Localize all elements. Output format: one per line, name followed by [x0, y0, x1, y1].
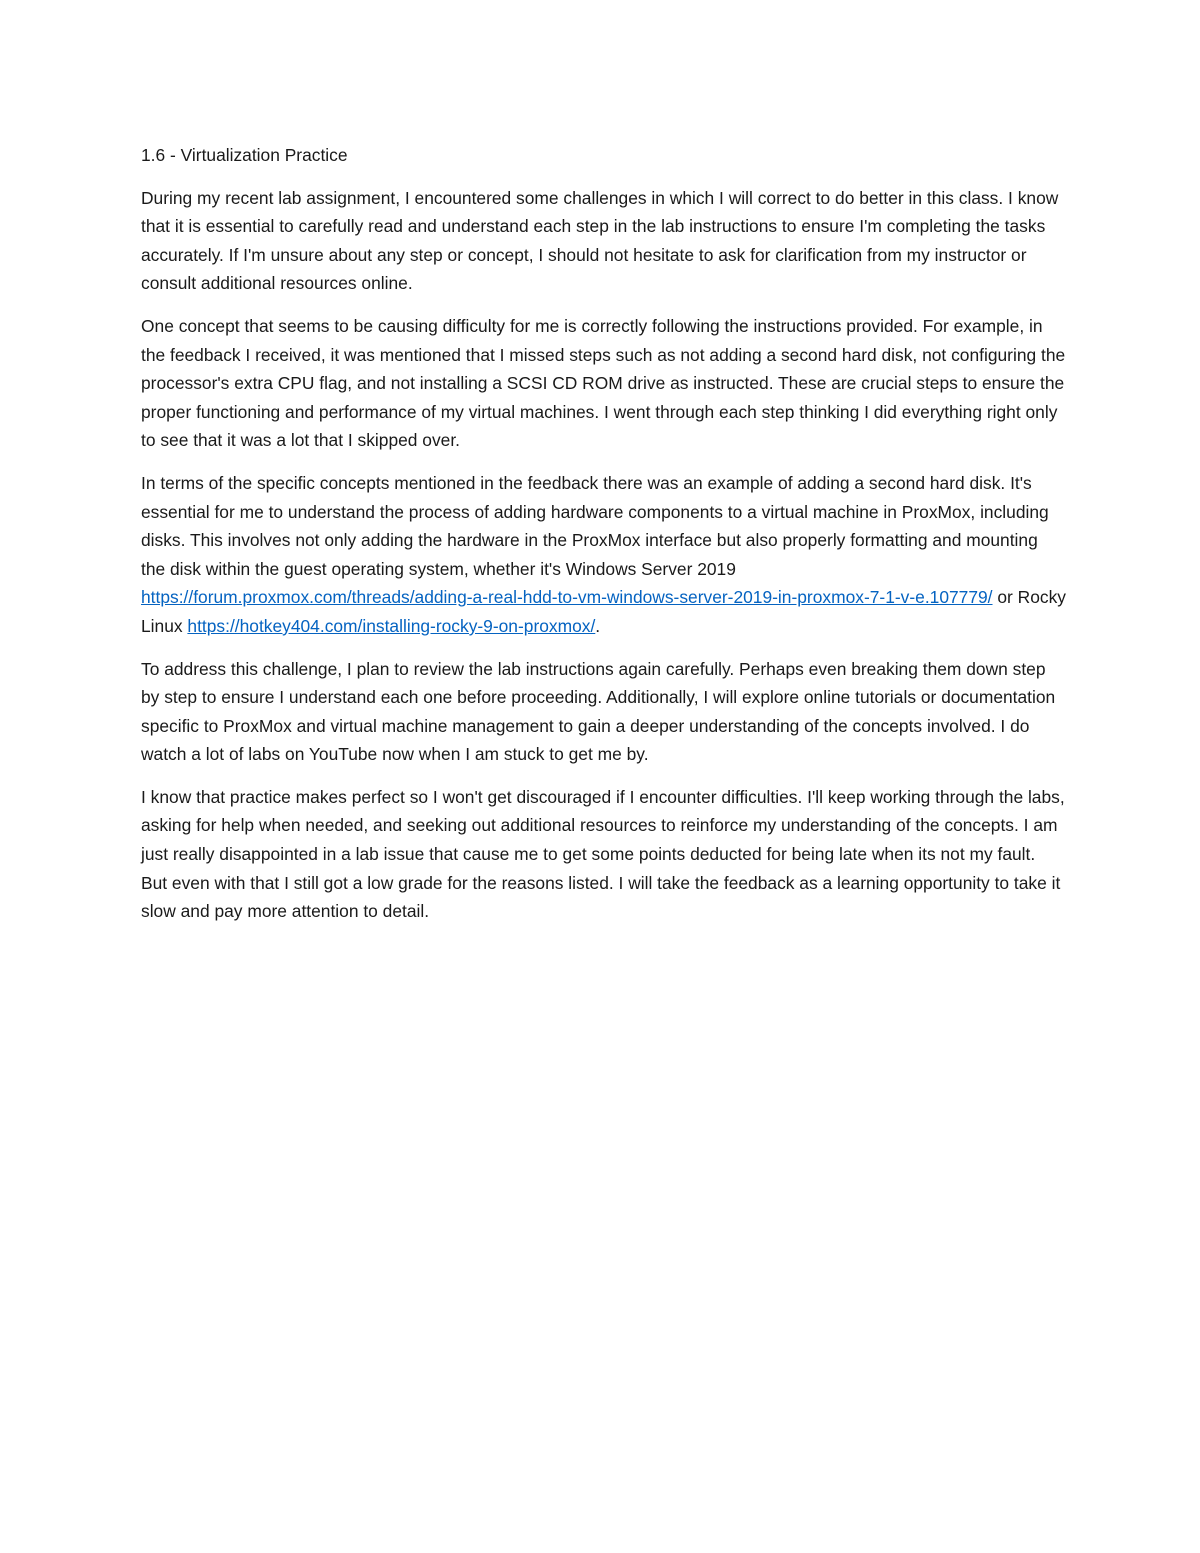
paragraph-text-before: In terms of the specific concepts mentioned in the feedback there was an example of adding a second hard disk. It's essential for me to understand the process of adding hardware components to a virtual machine in ProxMox, including disks. This involves not only adding the hardware in the ProxMox interface but also properly formatting and mounting the disk within the guest operating system, whether it's Windows Server 2019	[141, 472, 1049, 579]
paragraph-specific-concepts	[141, 469, 1066, 641]
paragraph-text-after: .	[595, 615, 601, 636]
paragraph-conclusion: I know that practice makes perfect so I won't get discouraged if I encounter difficulties. I'll keep working through the labs, asking for help when needed, and seeking out additional resources to reinforce my understanding of the concepts. I am just really disappointed in a lab issue that cause me to get some points deducted for being late when its not my fault. But even with that I still got a low grade for the reasons listed. I will take the feedback as a learning opportunity to take it slow and pay more attention to detail.	[141, 786, 1065, 922]
document-body	[141, 141, 1066, 940]
paragraph-plan: To address this challenge, I plan to review the lab instructions again carefully. Perhaps even breaking them down step by step to ensure I understand each one before proceeding. Additionally, I will explore online tutorials or documentation specific to ProxMox and virtual machine management to gain a deeper understanding of the concepts involved. I do watch a lot of labs on YouTube now when I am stuck to get me by.	[141, 658, 1056, 765]
proxmox-forum-link[interactable]: https://forum.proxmox.com/threads/adding-a-real-hdd-to-vm-windows-server-2019-in-proxmox-7-1-v-e.107779/	[141, 587, 993, 608]
paragraph-difficulty: One concept that seems to be causing difficulty for me is correctly following the instructions provided. For example, in the feedback I received, it was mentioned that I missed steps such as not adding a second hard disk, not configuring the processor's extra CPU flag, and not installing a SCSI CD ROM drive as instructed. These are crucial steps to ensure the proper functioning and performance of my virtual machines. I went through each step thinking I did everything right only to see that it was a lot that I skipped over.	[141, 315, 1066, 451]
document-title: 1.6 - Virtualization Practice	[141, 145, 348, 165]
paragraph-text-middle: or Rocky Linux	[141, 587, 1066, 636]
paragraph-intro: During my recent lab assignment, I encountered some challenges in which I will correct to do better in this class. I know that it is essential to carefully read and understand each step in the lab instructions to ensure I'm completing the tasks accurately. If I'm unsure about any step or concept, I should not hesitate to ask for clarification from my instructor or consult additional resources online.	[141, 187, 1059, 294]
hotkey404-link[interactable]: https://hotkey404.com/installing-rocky-9-on-proxmox/	[187, 615, 596, 636]
